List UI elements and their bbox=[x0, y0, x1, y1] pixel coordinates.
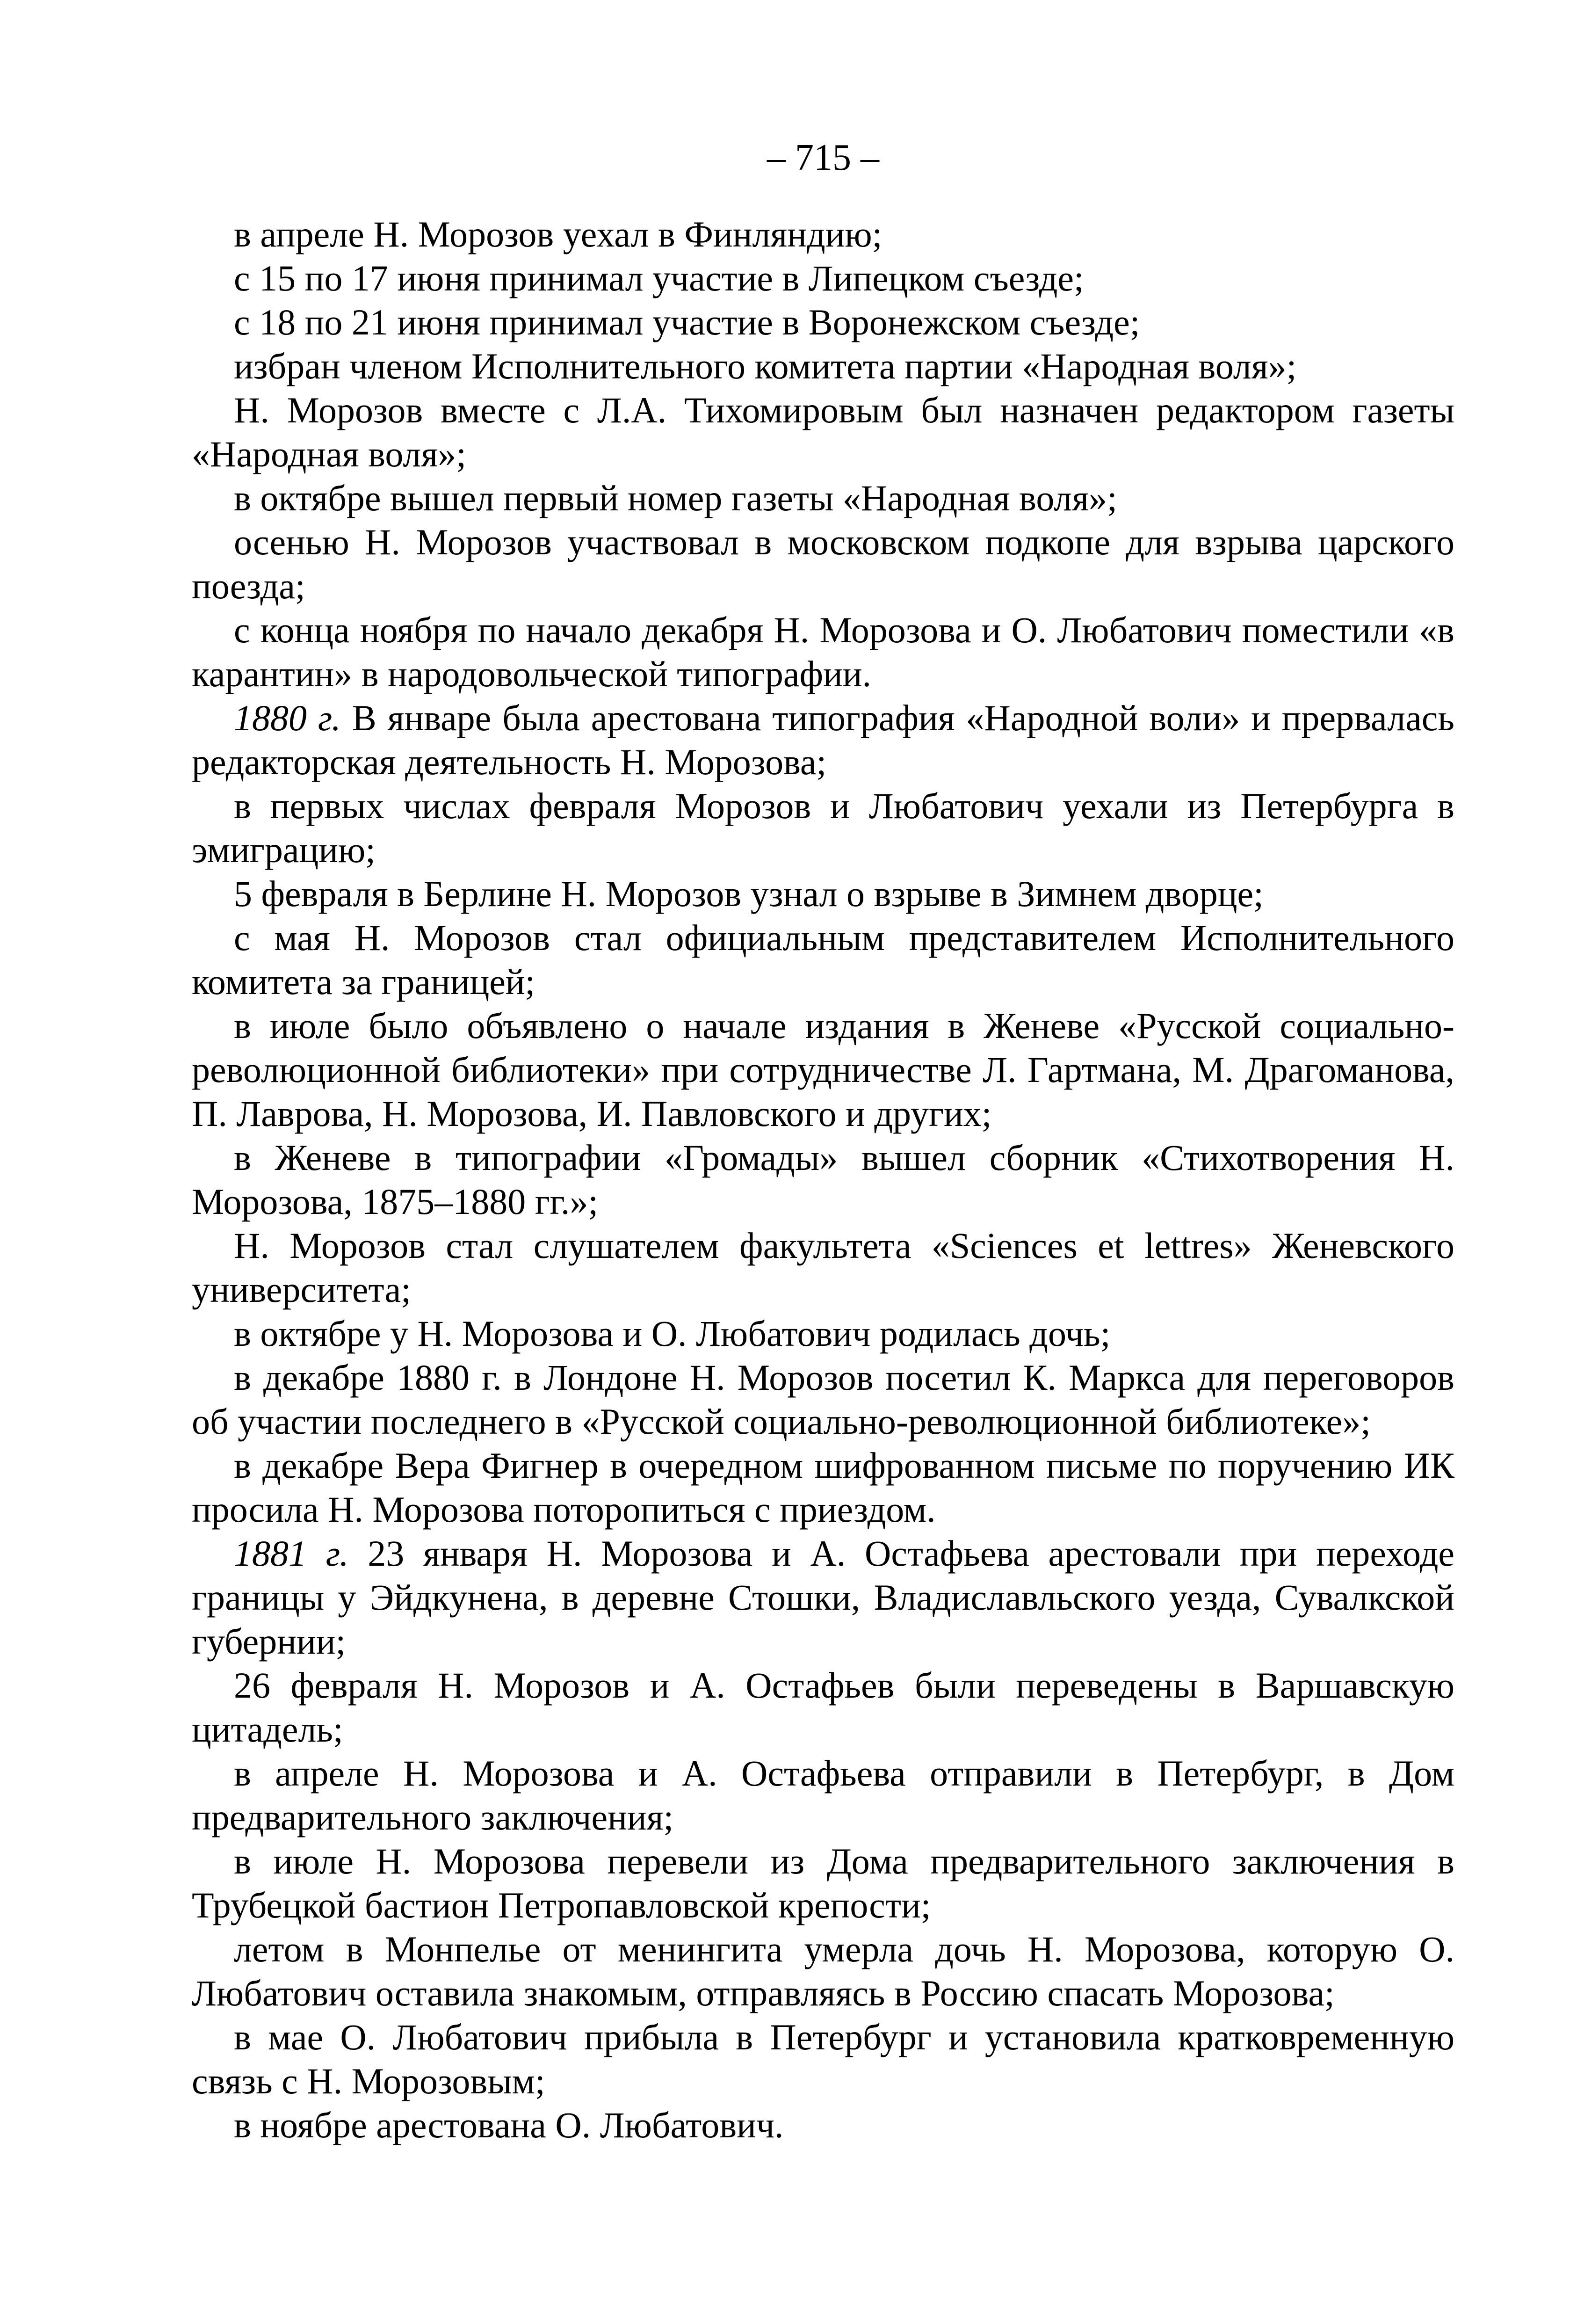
chronology-paragraph bbox=[192, 1751, 1454, 1839]
chronology-paragraph bbox=[192, 1136, 1454, 1224]
year-label: 1881 г. bbox=[234, 1533, 349, 1574]
paragraph-text: в октябре вышел первый номер газеты «Народная воля»; bbox=[234, 478, 1117, 518]
paragraph-text: с 18 по 21 июня принимал участие в Воронежском съезде; bbox=[234, 302, 1140, 342]
paragraph-text: 26 февраля Н. Морозов и А. Остафьев были переведены в Варшавскую цитадель; bbox=[192, 1665, 1454, 1750]
paragraph-text: в октябре у Н. Морозова и О. Любатович родилась дочь; bbox=[234, 1313, 1111, 1354]
paragraph-text: в ноябре арестована О. Любатович. bbox=[234, 2105, 784, 2145]
paragraph-text: с мая Н. Морозов стал официальным представителем Исполнительного комитета за границей; bbox=[192, 917, 1454, 1002]
paragraph-text: Н. Морозов вместе с Л.А. Тихомировым был назначен редактором газеты «Народная воля»; bbox=[192, 390, 1454, 474]
paragraph-text: с конца ноября по начало декабря Н. Морозова и О. Любатович поместили «в карантин» в народовольческой типографии. bbox=[192, 610, 1454, 694]
chronology-paragraph bbox=[192, 388, 1454, 476]
paragraph-text: осенью Н. Морозов участвовал в московском подкопе для взрыва царского поезда; bbox=[192, 522, 1454, 606]
document-page bbox=[192, 136, 1454, 2147]
chronology-paragraph bbox=[192, 1532, 1454, 1663]
chronology-paragraph bbox=[192, 1444, 1454, 1532]
chronology-paragraph bbox=[192, 1356, 1454, 1444]
chronology-paragraph bbox=[192, 344, 1454, 388]
paragraph-text: в апреле Н. Морозов уехал в Финляндию; bbox=[234, 214, 883, 254]
paragraph-text: Н. Морозов стал слушателем факультета «Sciences et lettres» Женевского университета; bbox=[192, 1225, 1454, 1310]
page-number: – 715 – bbox=[767, 137, 879, 178]
chronology-paragraph bbox=[192, 784, 1454, 872]
chronology-paragraph bbox=[192, 916, 1454, 1004]
chronology-paragraph bbox=[192, 212, 1454, 256]
chronology-paragraph bbox=[192, 2103, 1454, 2147]
paragraph-text: в декабре 1880 г. в Лондоне Н. Морозов посетил К. Маркса для переговоров об участии последнего в «Русской социально-революционной библиотеке»; bbox=[192, 1357, 1454, 1442]
chronology-paragraph bbox=[192, 1663, 1454, 1751]
paragraph-text: с 15 по 17 июня принимал участие в Липецком съезде; bbox=[234, 258, 1084, 298]
chronology-paragraph bbox=[192, 1312, 1454, 1356]
paragraph-text: в декабре Вера Фигнер в очередном шифрованном письме по поручению ИК просила Н. Морозова поторопиться с приездом. bbox=[192, 1445, 1454, 1530]
year-label: 1880 г. bbox=[234, 697, 341, 738]
chronology-paragraph bbox=[192, 300, 1454, 344]
chronology-paragraph bbox=[192, 608, 1454, 696]
chronology-paragraph bbox=[192, 872, 1454, 916]
chronology-paragraph bbox=[192, 256, 1454, 300]
paragraph-text: 5 февраля в Берлине Н. Морозов узнал о взрыве в Зимнем дворце; bbox=[234, 873, 1264, 914]
chronology-paragraph bbox=[192, 2015, 1454, 2103]
paragraph-text: в апреле Н. Морозова и А. Остафьева отправили в Петербург, в Дом предварительного заключения; bbox=[192, 1753, 1454, 1837]
chronology-paragraph bbox=[192, 696, 1454, 784]
paragraph-text: летом в Монпелье от менингита умерла дочь Н. Морозова, которую О. Любатович оставила знакомым, отправляясь в Россию спасать Морозова; bbox=[192, 1929, 1454, 2013]
chronology-paragraph bbox=[192, 476, 1454, 520]
paragraph-text: в Женеве в типографии «Громады» вышел сборник «Стихотворения Н. Морозова, 1875–1880 гг.»; bbox=[192, 1137, 1454, 1222]
paragraph-text: избран членом Исполнительного комитета партии «Народная воля»; bbox=[234, 346, 1297, 386]
chronology-paragraph bbox=[192, 1004, 1454, 1136]
chronology-paragraph bbox=[192, 1839, 1454, 1927]
paragraph-text: в первых числах февраля Морозов и Любатович уехали из Петербурга в эмиграцию; bbox=[192, 785, 1454, 870]
paragraph-text: в июле было объявлено о начале издания в Женеве «Русской социально-революционной библиотеки» при сотрудничестве Л. Гартмана, М. Драгоманова, П. Лаврова, Н. Морозова, И. Павловского и других; bbox=[192, 1005, 1454, 1134]
chronology-paragraph bbox=[192, 1224, 1454, 1312]
paragraph-text: в июле Н. Морозова перевели из Дома предварительного заключения в Трубецкой бастион Петропавловской крепости; bbox=[192, 1841, 1454, 1925]
paragraph-text: В январе была арестована типография «Народной воли» и прервалась редакторская деятельность Н. Морозова; bbox=[192, 697, 1455, 782]
chronology-paragraph bbox=[192, 1927, 1454, 2015]
chronology-text bbox=[192, 212, 1454, 2147]
chronology-paragraph bbox=[192, 520, 1454, 608]
paragraph-text: 23 января Н. Морозова и А. Остафьева арестовали при переходе границы у Эйдкунена, в деревне Стошки, Владиславльского уезда, Сувалкской губернии; bbox=[192, 1533, 1454, 1662]
paragraph-text: в мае О. Любатович прибыла в Петербург и установила кратковременную связь с Н. Морозовым; bbox=[192, 2017, 1454, 2101]
